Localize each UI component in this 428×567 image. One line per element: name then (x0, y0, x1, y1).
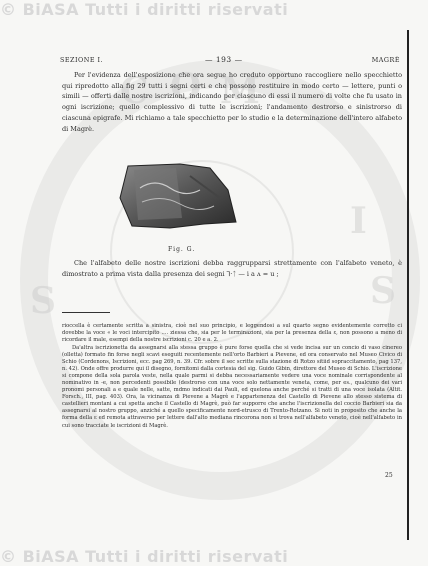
watermark-seal-letter: M (220, 70, 260, 112)
page-edge-line (407, 30, 409, 540)
figure-caption: Fig. G. (168, 246, 196, 253)
running-header (60, 56, 400, 68)
footnote-main: Da'altra iscrizionetta da assegnarsi alla stessa gruppo è pure forse quella che si vede incisa sur un concio di vaso cinereo (olletta) formato fin forse negli scavi eseguiti recentemente nell'orto Barbieri a Pievene, ed ora conservato nel Museo Civico di Schio (Cordenons, Iscrizioni, ecc. pag 269, n. 39. Cfr. sobre il sec scritte sulla stazione di Rotzo sitiid sopraccitamento, pag 137, n. 42). Onde offre produrre qui il disegno, fornitomi dalla cortesia del sig. Guido Gibin, direttore del Museo di Schio. L'iscrizione si compone della sola parola veste, nella quale parmi si debba necessariamente vedere una voce nominale corrispondente al nominativo in -e, non percedenti possibile (destrorso con una voce solo nettamente veneta, come, per es., qualcuno dei vari pronomi personali a e quale nelle, satte, mdmo indicati dai Pauli, ed quelona anche perché si tratti di una voce isolata (Altit. Forsch., III, pag. 403). Ora, la vicinanza di Pievene a Magrè e l'appartenenza del Castello di Pievene allo stesso sistema di castellieri montani a cui spetta anche il Castello di Magrè, può far supporre che anche l'iscrizionella del coccio Barbieri sia da assegnarsi al nostro gruppo, anziché a quello specificamente nord-etrusco di Trento-Rotzano. Si noti in proposito che anche la forma della ε ed remota attraverso per lettere dall'alto mediana rincorona non si trova nell'alfabeto veneto, cioè nell'alfabeto in cui sono tracciate le iscrizioni di Magrè. (62, 345, 402, 429)
watermark-banner-top: © BiASA Tutti i diritti riservati (0, 0, 289, 19)
watermark-seal-letter: C (120, 70, 149, 112)
watermark-seal-letter: S (370, 270, 396, 312)
footnote-separator (62, 312, 110, 313)
watermark-seal-letter: S (30, 280, 56, 322)
artifact-figure-image (110, 158, 240, 234)
paragraph-intro: Per l'evidenza dell'esposizione che ora segue ho creduto opportuno raccogliere nello specchietto qui ripredotto alla fig 29 tutti i segni certi e che possono restituire in modo certo — lettere, punti o simili — offerti dalle nostre iscrizioni, indicando per ciascuno di essi il numero di volte che fu usato in ogni iscrizione; quello complessivo di tutte le iscrizioni; l'andamento destrorso e sinistrorso di ciascuna epigrafe. Mi richiamo a tale specchietto per lo studio e la determinazione dell'intero alfabeto di Magrè. (62, 71, 402, 133)
paragraph-alphabet: Che l'alfabeto delle nostre iscrizioni debba raggrupparsi strettamente con l'alfabeto veneto, è dimostrato a prima vista dalla presenza dei segni ⅂·ᛏ — i a ʌ = u ; (62, 259, 402, 278)
header-place: MAGRÈ (371, 56, 400, 64)
watermark-banner-bottom: © BiASA Tutti i diritti riservati (0, 547, 289, 566)
footnote-continued: rioccella è certamente scritta a sinistra, cioè nel suo principio, e leggendosi a sul quarto segno evidentemente corretto ci dovebbe la voce « le voci intercipito .... ziessa che, sia per le terminazioni, sia per la presenza della ε, non possono a meno di ricordare il male, esempi della nostre iscrizioni c. 20 e a. 2. (62, 323, 402, 344)
header-section: SEZIONE I. (60, 56, 104, 64)
watermark-seal-letter: O (170, 66, 202, 108)
header-page-number: — 193 — (205, 55, 243, 64)
signature-mark: 25 (385, 472, 393, 479)
watermark-seal-letter: I (350, 200, 367, 242)
